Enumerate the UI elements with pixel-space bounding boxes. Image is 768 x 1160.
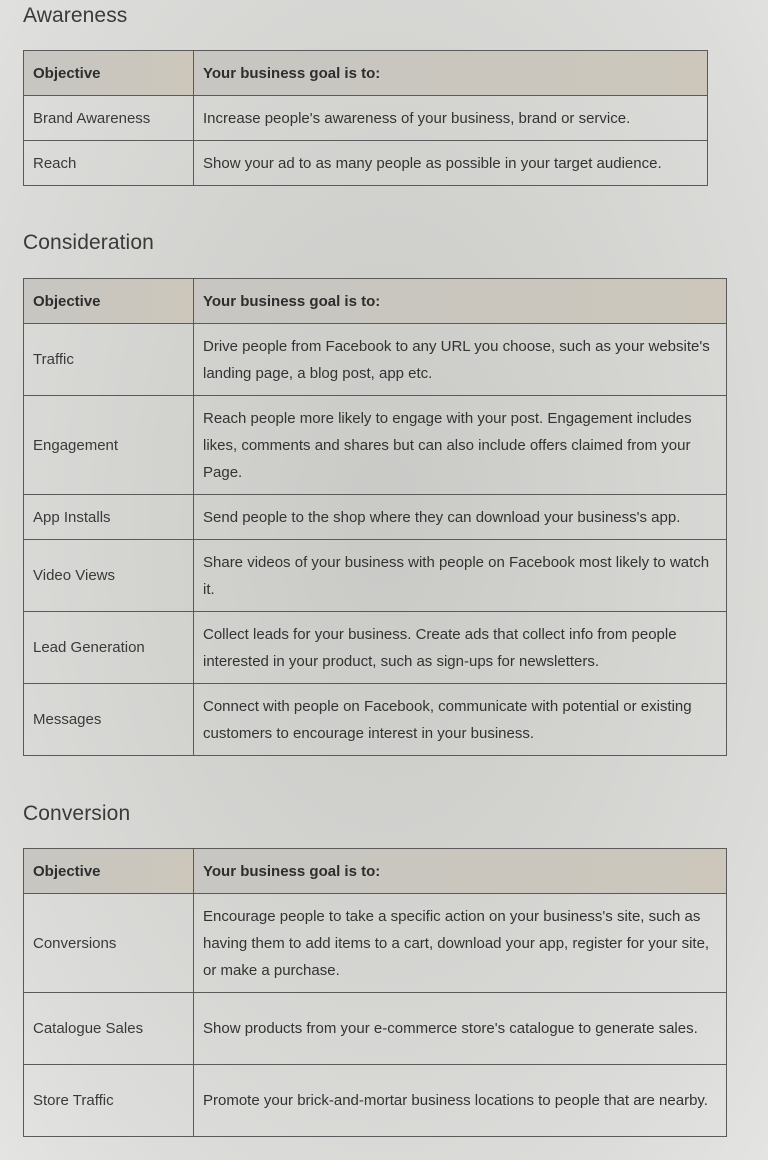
goal-cell: Send people to the shop where they can download your business's app. [194, 495, 727, 540]
table-row [24, 96, 708, 141]
goal-cell: Show products from your e-commerce store's catalogue to generate sales. [194, 993, 727, 1065]
header-objective: Objective [24, 849, 194, 894]
table-header-row [24, 279, 727, 324]
objective-cell: Video Views [24, 540, 194, 612]
goal-cell: Reach people more likely to engage with your post. Engagement includes likes, comments and shares but can also include offers claimed from your Page. [194, 396, 727, 495]
objective-cell: App Installs [24, 495, 194, 540]
goal-cell: Drive people from Facebook to any URL you choose, such as your website's landing page, a blog post, app etc. [194, 324, 727, 396]
table-row [24, 495, 727, 540]
table-row [24, 1065, 727, 1137]
table-row [24, 141, 708, 186]
objective-cell: Lead Generation [24, 612, 194, 684]
objective-cell: Traffic [24, 324, 194, 396]
header-goal: Your business goal is to: [194, 279, 727, 324]
objective-cell: Engagement [24, 396, 194, 495]
goal-cell: Promote your brick-and-mortar business locations to people that are nearby. [194, 1065, 727, 1137]
goal-cell: Share videos of your business with people on Facebook most likely to watch it. [194, 540, 727, 612]
table-row [24, 612, 727, 684]
table-row [24, 396, 727, 495]
objective-cell: Store Traffic [24, 1065, 194, 1137]
goal-cell: Collect leads for your business. Create ads that collect info from people interested in your product, such as sign-ups for newsletters. [194, 612, 727, 684]
section-title-conversion: Conversion [23, 802, 131, 825]
conversion-table [23, 848, 727, 1137]
goal-cell: Show your ad to as many people as possible in your target audience. [194, 141, 708, 186]
objective-cell: Catalogue Sales [24, 993, 194, 1065]
table-row [24, 540, 727, 612]
goal-cell: Increase people's awareness of your business, brand or service. [194, 96, 708, 141]
objective-cell: Conversions [24, 894, 194, 993]
header-goal: Your business goal is to: [194, 51, 708, 96]
consideration-table [23, 278, 727, 756]
goal-cell: Encourage people to take a specific action on your business's site, such as having them to add items to a cart, download your app, register for your site, or make a purchase. [194, 894, 727, 993]
table-row [24, 993, 727, 1065]
awareness-table [23, 50, 708, 186]
table-header-row [24, 849, 727, 894]
objective-cell: Reach [24, 141, 194, 186]
header-objective: Objective [24, 51, 194, 96]
table-header-row [24, 51, 708, 96]
table-row [24, 324, 727, 396]
header-goal: Your business goal is to: [194, 849, 727, 894]
table-row [24, 894, 727, 993]
section-title-awareness: Awareness [23, 4, 128, 27]
goal-cell: Connect with people on Facebook, communicate with potential or existing customers to encourage interest in your business. [194, 684, 727, 756]
header-objective: Objective [24, 279, 194, 324]
section-title-consideration: Consideration [23, 231, 154, 254]
table-row [24, 684, 727, 756]
objective-cell: Brand Awareness [24, 96, 194, 141]
objective-cell: Messages [24, 684, 194, 756]
